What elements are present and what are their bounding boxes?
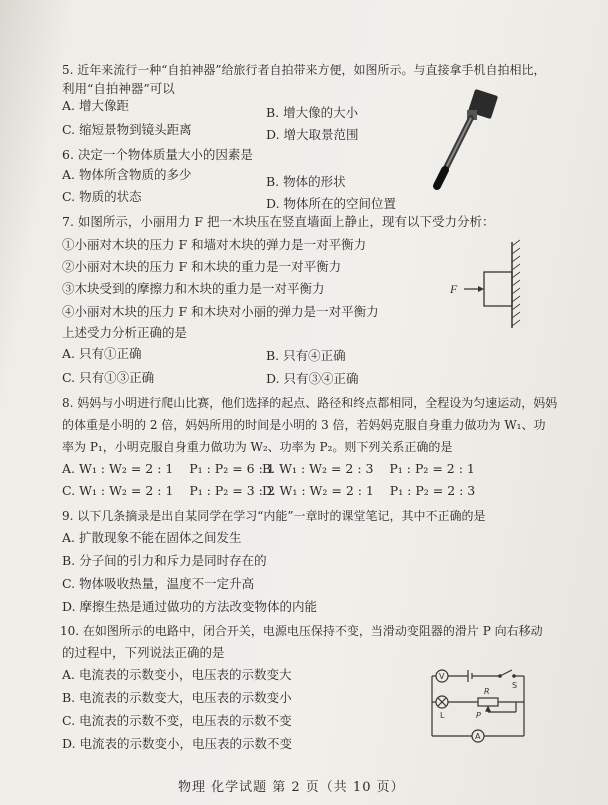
circuit-diagram <box>420 662 532 746</box>
q5-stem-line2: 利用“自拍神器”可以 <box>62 81 175 96</box>
q7-option-c: C. 只有①③正确 <box>62 370 155 385</box>
q7-statement-1: ①小丽对木块的压力 F 和墙对木块的弹力是一对平衡力 <box>62 237 367 252</box>
page-footer: 物理 化学试题 第 2 页（共 10 页） <box>178 780 405 795</box>
wall-block-figure <box>448 238 528 332</box>
voltmeter-label: V <box>439 672 445 681</box>
switch-label: S <box>512 681 518 690</box>
q7-option-b: B. 只有④正确 <box>266 348 346 363</box>
q7-stem: 7. 如图所示，小丽用力 F 把一木块压在竖直墙面上静止，现有以下受力分析： <box>62 214 495 229</box>
q5-option-d: D. 增大取景范围 <box>266 127 359 142</box>
q6-stem: 6. 决定一个物体质量大小的因素是 <box>62 147 253 162</box>
q9-option-a: A. 扩散现象不能在固体之间发生 <box>62 530 242 545</box>
q6-option-a: A. 物体所含物质的多少 <box>62 167 192 182</box>
q8-line3: 率为 P₁，小明克服自身重力做功为 W₂、功率为 P₂。则下列关系正确的是 <box>62 440 453 454</box>
q5-stem-line1: 5. 近年来流行一种“自拍神器”给旅行者自拍带来方便，如图所示。与直接拿手机自拍相比， <box>62 63 546 77</box>
q8-line2: 的体重是小明的 2 倍，妈妈所用的时间是小明的 3 倍，若妈妈克服自身重力做功为 W₁、功 <box>62 418 546 432</box>
q10-option-d: D. 电流表的示数变小，电压表的示数不变 <box>62 736 293 751</box>
q9-option-c: C. 物体吸收热量，温度不一定升高 <box>62 576 255 591</box>
q9-option-b: B. 分子间的引力和斥力是同时存在的 <box>62 553 267 568</box>
selfie-stick-figure <box>425 88 505 196</box>
q10-option-c: C. 电流表的示数不变，电压表的示数不变 <box>62 713 292 728</box>
q10-option-b: B. 电流表的示数变大，电压表的示数变小 <box>62 690 292 705</box>
q6-option-c: C. 物质的状态 <box>62 189 142 204</box>
lamp-label: L <box>440 711 445 720</box>
q5-option-b: B. 增大像的大小 <box>266 105 359 120</box>
q7-option-a: A. 只有①正确 <box>62 346 142 361</box>
q10-line1: 10. 在如图所示的电路中，闭合开关，电源电压保持不变，当滑动变阻器的滑片 P 向右移动 <box>60 624 543 638</box>
q7-option-d: D. 只有③④正确 <box>266 371 359 386</box>
slider-label: P <box>476 711 481 720</box>
resistor-label: R <box>484 687 490 696</box>
q7-statement-3: ③木块受到的摩擦力和木块的重力是一对平衡力 <box>62 281 325 296</box>
q9-stem: 9. 以下几条摘录是出自某同学在学习“内能”一章时的课堂笔记，其中不正确的是 <box>62 509 486 523</box>
q10-line2: 的过程中，下列说法正确的是 <box>62 645 225 660</box>
q10-option-a: A. 电流表的示数变小，电压表的示数变大 <box>62 667 292 682</box>
q6-option-b: B. 物体的形状 <box>266 174 346 189</box>
force-label: F <box>450 282 458 296</box>
q8-option-b: B. W₁ : W₂ = 2 : 3 P₁ : P₂ = 2 : 1 <box>262 461 475 476</box>
ammeter-label: A <box>475 732 481 741</box>
q8-option-a: A. W₁ : W₂ = 2 : 1 P₁ : P₂ = 6 : 1 <box>62 461 275 476</box>
q7-statement-2: ②小丽对木块的压力 F 和木块的重力是一对平衡力 <box>62 259 342 274</box>
q8-option-c: C. W₁ : W₂ = 2 : 1 P₁ : P₂ = 3 : 2 <box>62 483 275 498</box>
q7-statement-4: ④小丽对木块的压力 F 和木块对小丽的弹力是一对平衡力 <box>62 304 379 319</box>
q6-option-d: D. 物体所在的空间位置 <box>266 196 397 211</box>
q5-option-a: A. 增大像距 <box>62 98 129 113</box>
q9-option-d: D. 摩擦生热是通过做功的方法改变物体的内能 <box>62 599 318 614</box>
q8-option-d: D. W₁ : W₂ = 2 : 1 P₁ : P₂ = 2 : 3 <box>262 483 476 498</box>
q5-option-c: C. 缩短景物到镜头距离 <box>62 122 192 137</box>
q7-ask: 上述受力分析正确的是 <box>62 325 188 340</box>
q8-line1: 8. 妈妈与小明进行爬山比赛，他们选择的起点、路径和终点都相同，全程设为匀速运动，妈妈 <box>62 396 558 410</box>
